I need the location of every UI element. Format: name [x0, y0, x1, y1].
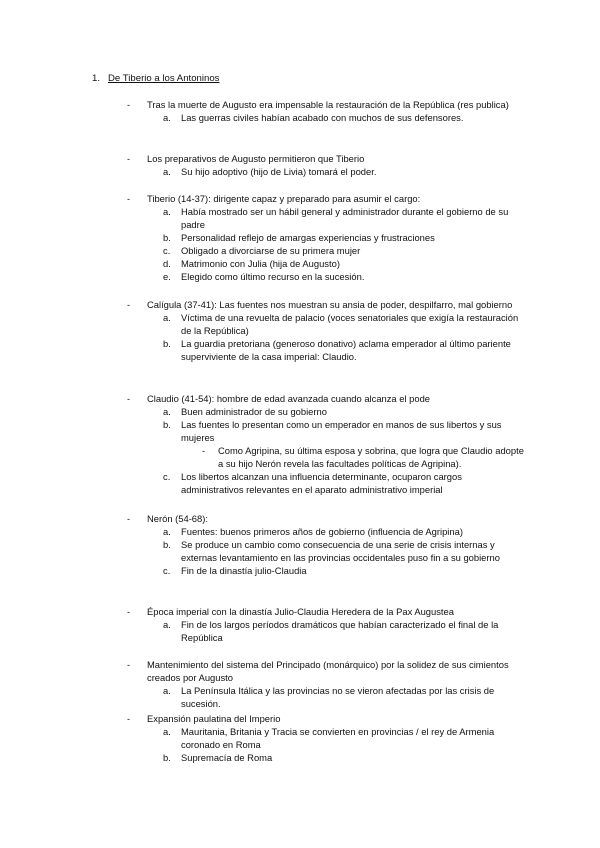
sub-item: e. Elegido como último recurso en la sucesión.: [163, 271, 365, 282]
sub-item: c. Los libertos alcanzan una influencia determinante, ocuparon cargos administrativos relevantes en el aparato administrativo imperial: [163, 471, 462, 495]
bullet-text: Los preparativos de Augusto permitieron que Tiberio: [147, 153, 365, 164]
outline-section: [0, 152, 600, 178]
sub-item-text: Supremacía de Roma: [181, 752, 273, 763]
sub-item: a. La Península Itálica y las provincias no se vieron afectadas por las crisis de sucesión.: [163, 685, 495, 709]
sub-item-text: Matrimonio con Julia (hija de Augusto): [181, 258, 340, 269]
nested-sub-item-text: Como Agripina, su última esposa y sobrina, que logra que Claudio adopte a su hijo Nerón revela las facultades políticas de Agripina).: [218, 445, 524, 469]
sub-item-text: Elegido como último recurso en la sucesión.: [181, 271, 365, 282]
sub-item-text: Fuentes: buenos primeros años de gobierno (influencia de Agripina): [181, 526, 463, 537]
bullet-text: Nerón (54-68):: [147, 513, 208, 524]
bullet-item: - Expansión paulatina del Imperio: [127, 713, 281, 724]
outline-section: [0, 512, 600, 577]
outline-section: [0, 98, 600, 124]
sub-item: c. Fin de la dinastía julio-Claudia: [163, 565, 307, 576]
bullet-text: Calígula (37-41): Las fuentes nos muestran su ansia de poder, despilfarro, mal gobierno: [147, 299, 513, 310]
bullet-text: Mantenimiento del sistema del Principado (monárquico) por la solidez de sus cimientos creados por Augusto: [147, 659, 509, 683]
heading-text: De Tiberio a los Antoninos: [108, 73, 220, 84]
sub-item: a. Víctima de una revuelta de palacio (voces senatoriales que exigía la restauración de la República): [163, 312, 519, 336]
bullet-text: Tras la muerte de Augusto era impensable la restauración de la República (res publica): [147, 99, 509, 110]
sub-item-text: Víctima de una revuelta de palacio (voces senatoriales que exigía la restauración de la República): [181, 312, 519, 336]
sub-item: a. Había mostrado ser un hábil general y administrador durante el gobierno de su padre: [163, 206, 509, 230]
sub-item: a. Las guerras civiles habían acabado con muchos de sus defensores.: [163, 112, 464, 123]
sub-item-text: Los libertos alcanzan una influencia determinante, ocuparon cargos administrativos relevantes en el aparato administrativo imperial: [181, 471, 462, 495]
sub-item: b. La guardia pretoriana (generoso donativo) aclama emperador al último pariente superviviente de la casa imperial: Claudio.: [163, 338, 511, 362]
section-heading: [92, 72, 219, 85]
bullet-item: - Calígula (37-41): Las fuentes nos muestran su ansia de poder, despilfarro, mal gobierno: [127, 299, 513, 310]
sub-item: a. Fin de los largos períodos dramáticos que habían caracterizado el final de la República: [163, 619, 499, 643]
sub-item-text: Se produce un cambio como consecuencia de una serie de crisis internas y externas levantamiento en las provincias occidentales puso fin a su gobierno: [181, 539, 500, 563]
bullet-item: - Tiberio (14-37): dirigente capaz y preparado para asumir el cargo:: [127, 193, 421, 204]
outline-section: [0, 658, 600, 710]
nested-sub-item: - Como Agripina, su última esposa y sobrina, que logra que Claudio adopte a su hijo Nerón revela las facultades políticas de Agripina).: [202, 445, 524, 469]
sub-item-text: Las guerras civiles habían acabado con muchos de sus defensores.: [181, 112, 464, 123]
sub-item-text: Fin de los largos períodos dramáticos que habían caracterizado el final de la República: [181, 619, 499, 643]
sub-item: a. Su hijo adoptivo (hijo de Livia) tomará el poder.: [163, 166, 377, 177]
sub-item: d. Matrimonio con Julia (hija de Augusto): [163, 258, 340, 269]
bullet-item: - Nerón (54-68):: [127, 513, 208, 524]
bullet-text: Época imperial con la dinastía Julio-Claudia Heredera de la Pax Augustea: [147, 606, 454, 617]
bullet-item: - Los preparativos de Augusto permitieron que Tiberio: [127, 153, 365, 164]
bullet-item: - Mantenimiento del sistema del Principado (monárquico) por la solidez de sus cimientos creados por Augusto: [127, 659, 509, 683]
outline-section: [0, 712, 600, 764]
outline-section: [0, 605, 600, 644]
sub-item-text: Mauritania, Britania y Tracia se convierten en provincias / el rey de Armenia coronado en Roma: [181, 726, 495, 750]
sub-item-text: Las fuentes lo presentan como un emperador en manos de sus libertos y sus mujeres: [181, 419, 502, 443]
bullet-text: Claudio (41-54): hombre de edad avanzada cuando alcanza el pode: [147, 393, 431, 404]
bullet-text: Tiberio (14-37): dirigente capaz y preparado para asumir el cargo:: [147, 193, 421, 204]
outline-section: [0, 298, 600, 363]
sub-item-text: Había mostrado ser un hábil general y administrador durante el gobierno de su padre: [181, 206, 509, 230]
bullet-item: - Época imperial con la dinastía Julio-Claudia Heredera de la Pax Augustea: [127, 606, 454, 617]
bullet-text: Expansión paulatina del Imperio: [147, 713, 281, 724]
sub-item: a. Mauritania, Britania y Tracia se convierten en provincias / el rey de Armenia coronado en Roma: [163, 726, 495, 750]
sub-item: a. Fuentes: buenos primeros años de gobierno (influencia de Agripina): [163, 526, 463, 537]
sub-item-text: Su hijo adoptivo (hijo de Livia) tomará el poder.: [181, 166, 377, 177]
bullet-item: - Tras la muerte de Augusto era impensable la restauración de la República (res publica): [127, 99, 509, 110]
sub-item-text: Buen administrador de su gobierno: [181, 406, 327, 417]
sub-item-text: Obligado a divorciarse de su primera mujer: [181, 245, 361, 256]
heading-number: 1.: [92, 73, 101, 84]
sub-item: b. Las fuentes lo presentan como un emperador en manos de sus libertos y sus mujeres: [163, 419, 502, 443]
sub-item-text: Personalidad reflejo de amargas experiencias y frustraciones: [181, 232, 435, 243]
outline-section: [0, 192, 600, 283]
sub-item-text: La guardia pretoriana (generoso donativo) aclama emperador al último pariente superviviente de la casa imperial: Claudio.: [181, 338, 511, 362]
sub-item: c. Obligado a divorciarse de su primera mujer: [163, 245, 361, 256]
bullet-item: - Claudio (41-54): hombre de edad avanzada cuando alcanza el pode: [127, 393, 431, 404]
sub-item-text: Fin de la dinastía julio-Claudia: [181, 565, 307, 576]
sub-item-text: La Península Itálica y las provincias no se vieron afectadas por las crisis de sucesión.: [181, 685, 495, 709]
outline-section: [0, 392, 600, 496]
sub-item: b. Se produce un cambio como consecuencia de una serie de crisis internas y externas levantamiento en las provincias occidentales puso fin a su gobierno: [163, 539, 500, 563]
sub-item: b. Personalidad reflejo de amargas experiencias y frustraciones: [163, 232, 435, 243]
sub-item: b. Supremacía de Roma: [163, 752, 273, 763]
sub-item: a. Buen administrador de su gobierno: [163, 406, 327, 417]
